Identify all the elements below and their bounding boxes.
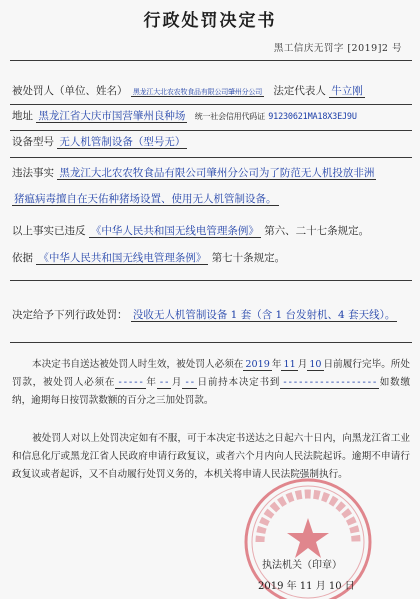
address-label: 地址 <box>12 110 33 122</box>
party-value: 黑龙江大北农农牧食品有限公司肇州分公司 <box>132 88 263 96</box>
violation-prefix: 以上事实已违反 <box>12 225 86 237</box>
address-row <box>12 109 412 124</box>
credit-label: 统一社会信用代码证 <box>194 112 265 121</box>
document-title: 行政处罚决定书 <box>143 11 277 31</box>
divider <box>10 60 412 61</box>
fine-day: -- <box>184 377 195 388</box>
device-row <box>12 135 412 149</box>
facts-value-line2: 猪瘟病毒擅自在天佑种猪场设置、使用无人机管制设备。 <box>14 193 277 205</box>
appeal-text: 被处罚人对以上处罚决定如有不服，可于本决定书送达之日起六十日内，向黑龙江省工业和信息化厅或黑龙江省人民政府申请行政复议，或者六个月内向人民法院起诉。逾期不申请行政复议或者起诉，又不自动履行处罚义务的，本机关将申请人民法院强制执行。 <box>12 433 410 480</box>
fine-month: -- <box>158 377 170 388</box>
facts-label: 违法事实 <box>12 167 54 179</box>
basis-row <box>12 251 412 265</box>
facts-row <box>12 166 412 180</box>
deadline-day: 10 <box>309 359 322 370</box>
basis-law: 《中华人民共和国无线电管理条例》 <box>38 252 207 264</box>
violation-law: 《中华人民共和国无线电管理条例》 <box>90 225 259 237</box>
basis-suffix: 第七十条规定。 <box>211 252 286 264</box>
violation-row <box>12 224 412 238</box>
basis-label: 依据 <box>12 252 33 264</box>
bank-blank: ------------------ <box>282 377 378 388</box>
party-label: 被处罚人（单位、姓名） <box>12 85 128 97</box>
address-value: 黑龙江省大庆市国营肇州良种场 <box>38 110 186 122</box>
decision-prefix: 决定给予下列行政处罚： <box>12 309 128 321</box>
payment-paragraph: 本决定书自送达被处罚人时生效，被处罚人必须在 2019 年 11 月 10 日前履行完毕。所处罚款，被处罚人必须在 ----- 年 -- 月 -- 日前持本决定书到 ------------------ 如数缴纳，逾期每日按罚款数额的百分之三加处罚款。 <box>12 359 411 406</box>
facts-row-2 <box>12 192 412 206</box>
credit-value: 91230621MA18X3EJ9U <box>268 112 357 122</box>
decision-row <box>12 308 412 322</box>
fine-year: ----- <box>117 377 144 388</box>
rep-value: 牛立刚 <box>331 85 363 97</box>
divider <box>10 104 412 105</box>
violation-suffix: 第六、二十七条规定。 <box>264 225 370 237</box>
rep-label: 法定代表人 <box>273 85 326 97</box>
divider <box>10 130 412 131</box>
facts-value-line1: 黑龙江大北农农牧食品有限公司肇州分公司为了防范无人机投放非洲 <box>59 167 375 179</box>
document-number: 黑工信庆无罚字 [2019]2 号 <box>273 43 402 54</box>
divider <box>10 280 412 281</box>
divider <box>10 342 412 343</box>
device-value: 无人机管制设备（型号无） <box>59 136 186 148</box>
deadline-year: 2019 <box>245 359 270 370</box>
party-row <box>12 84 412 99</box>
deadline-month: 11 <box>283 359 296 370</box>
enforcement-agency-label: 执法机关（印章） <box>262 560 342 571</box>
device-label: 设备型号 <box>12 136 54 148</box>
divider <box>10 157 412 158</box>
issue-date: 2019 年 11 月 10 日 <box>258 581 355 592</box>
decision-value: 没收无人机管制设备 1 套（含 1 台发射机、4 套天线）。 <box>132 309 396 321</box>
